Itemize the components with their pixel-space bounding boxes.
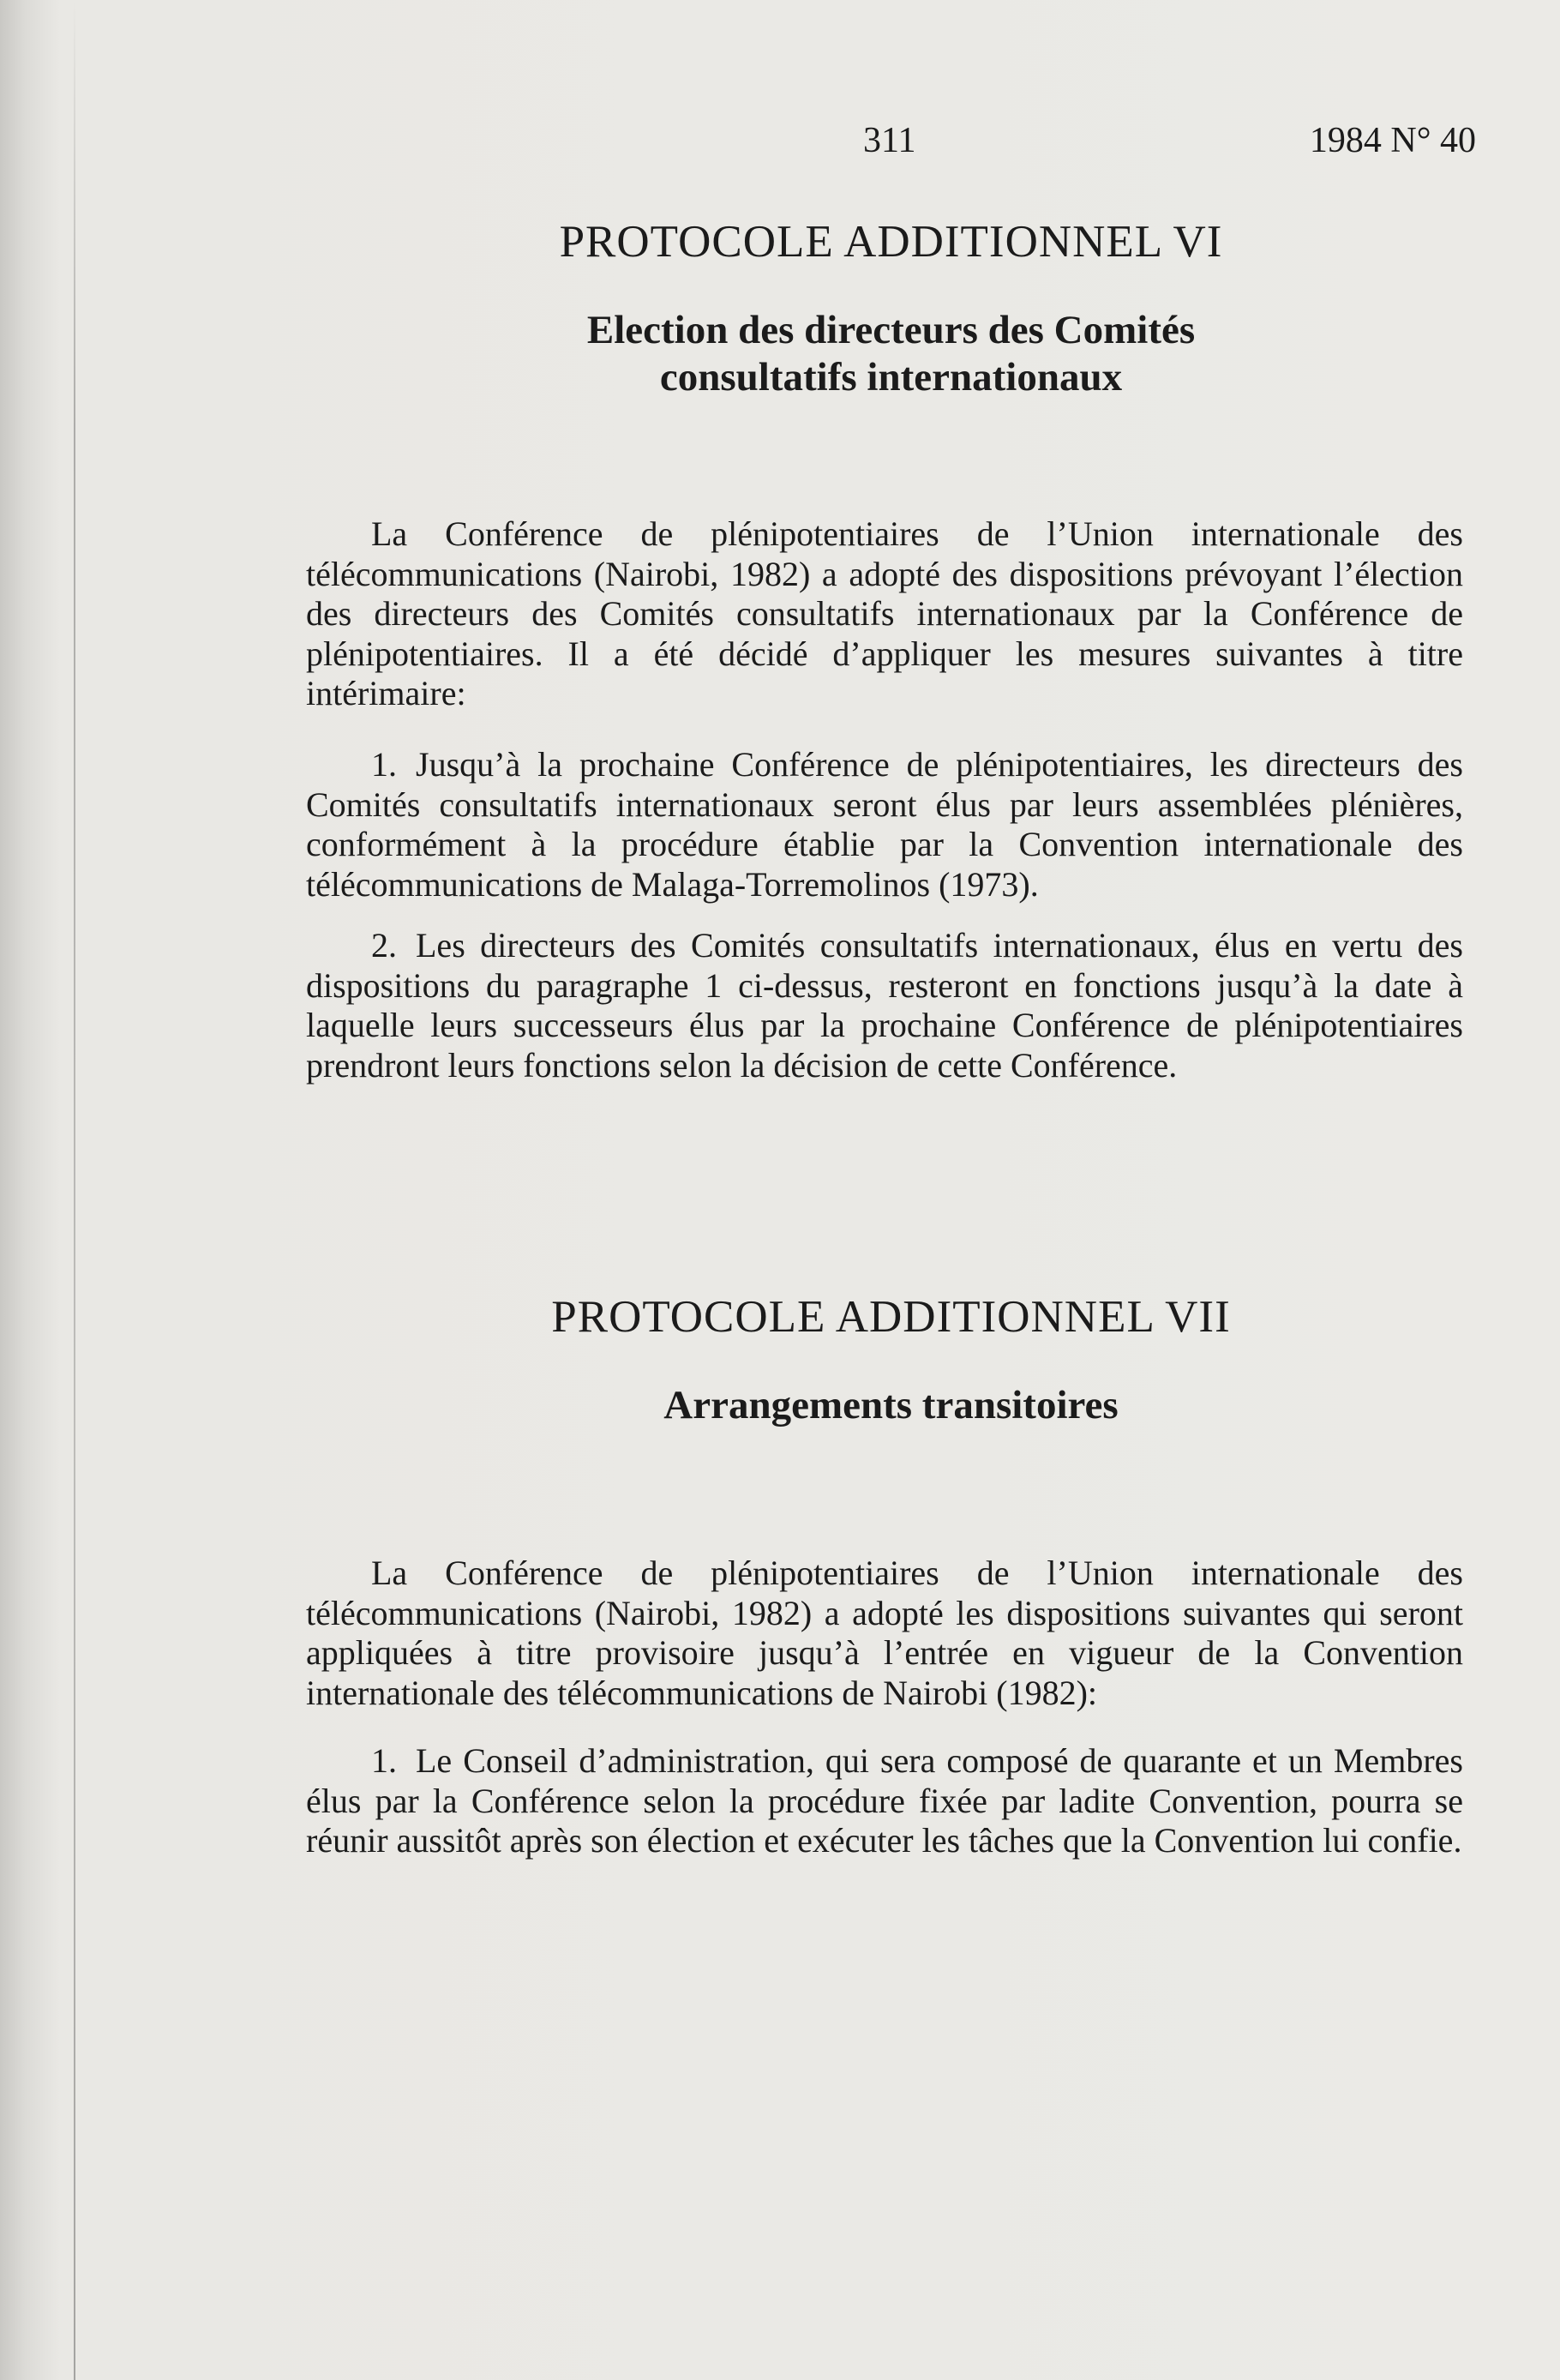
protocol-vi-intro-text: La Conférence de plénipotentiaires de l’Union internationale des télécommunications (Nairobi, 1982) a adopté des dispositions prévoyant l’élection des directeurs des Comités consultatifs internationaux par la Conférence de plénipotentiaires. Il a été décidé d’appliquer les mesures suivantes à titre intérimaire: [306, 514, 1463, 712]
protocol-vii-title: PROTOCOLE ADDITIONNEL VII [551, 1292, 1231, 1342]
protocol-vi-title: PROTOCOLE ADDITIONNEL VI [559, 217, 1223, 267]
item-text: Jusqu’à la prochaine Conférence de plénipotentiaires, les directeurs des Comités consultatifs internationaux seront élus par leurs assemblées plénières, conformément à la procédure établie par la Convention internationale des télécommunications de Malaga-Torremolinos (1973). [306, 745, 1463, 904]
protocol-vi-subtitle-line2: consultatifs internationaux [659, 355, 1123, 400]
protocol-vi-item-1 [306, 745, 1463, 905]
protocol-vii-intro-text: La Conférence de plénipotentiaires de l’Union internationale des télécommunications (Nairobi, 1982) a adopté les dispositions suivantes qui seront appliquées à titre provisoire jusqu’à l’entrée en vigueur de la Convention internationale des télécommunications de Nairobi (1982): [306, 1554, 1463, 1712]
year-number-label: 1984 N° 40 [1309, 121, 1476, 160]
protocol-vii-item-1 [306, 1741, 1463, 1861]
item-number: 1. [371, 1741, 397, 1780]
protocol-vii-subtitle: Arrangements transitoires [663, 1383, 1119, 1427]
protocol-vii-intro-paragraph [306, 1554, 1463, 1713]
protocol-vi-intro-paragraph [306, 514, 1463, 714]
protocol-vi-item-2 [306, 926, 1463, 1085]
item-number: 2. [371, 926, 397, 965]
protocol-vi-subtitle-line1: Election des directeurs des Comités [586, 308, 1196, 352]
item-number: 1. [371, 745, 397, 784]
item-text: Le Conseil d’administration, qui sera composé de quarante et un Membres élus par la Conférence selon la procédure fixée par ladite Convention, pourra se réunir aussitôt après son élection et exécuter les tâches que la Convention lui confie. [306, 1741, 1463, 1860]
page-number: 311 [863, 121, 916, 160]
item-text: Les directeurs des Comités consultatifs internationaux, élus en vertu des dispositions du paragraphe 1 ci-dessus, resteront en fonctions jusqu’à la date à laquelle leurs successeurs élus par la prochaine Conférence de plénipotentiaires prendront leurs fonctions selon la décision de cette Conférence. [306, 926, 1463, 1085]
page-header [306, 120, 1476, 163]
binding-gutter [74, 0, 75, 2380]
